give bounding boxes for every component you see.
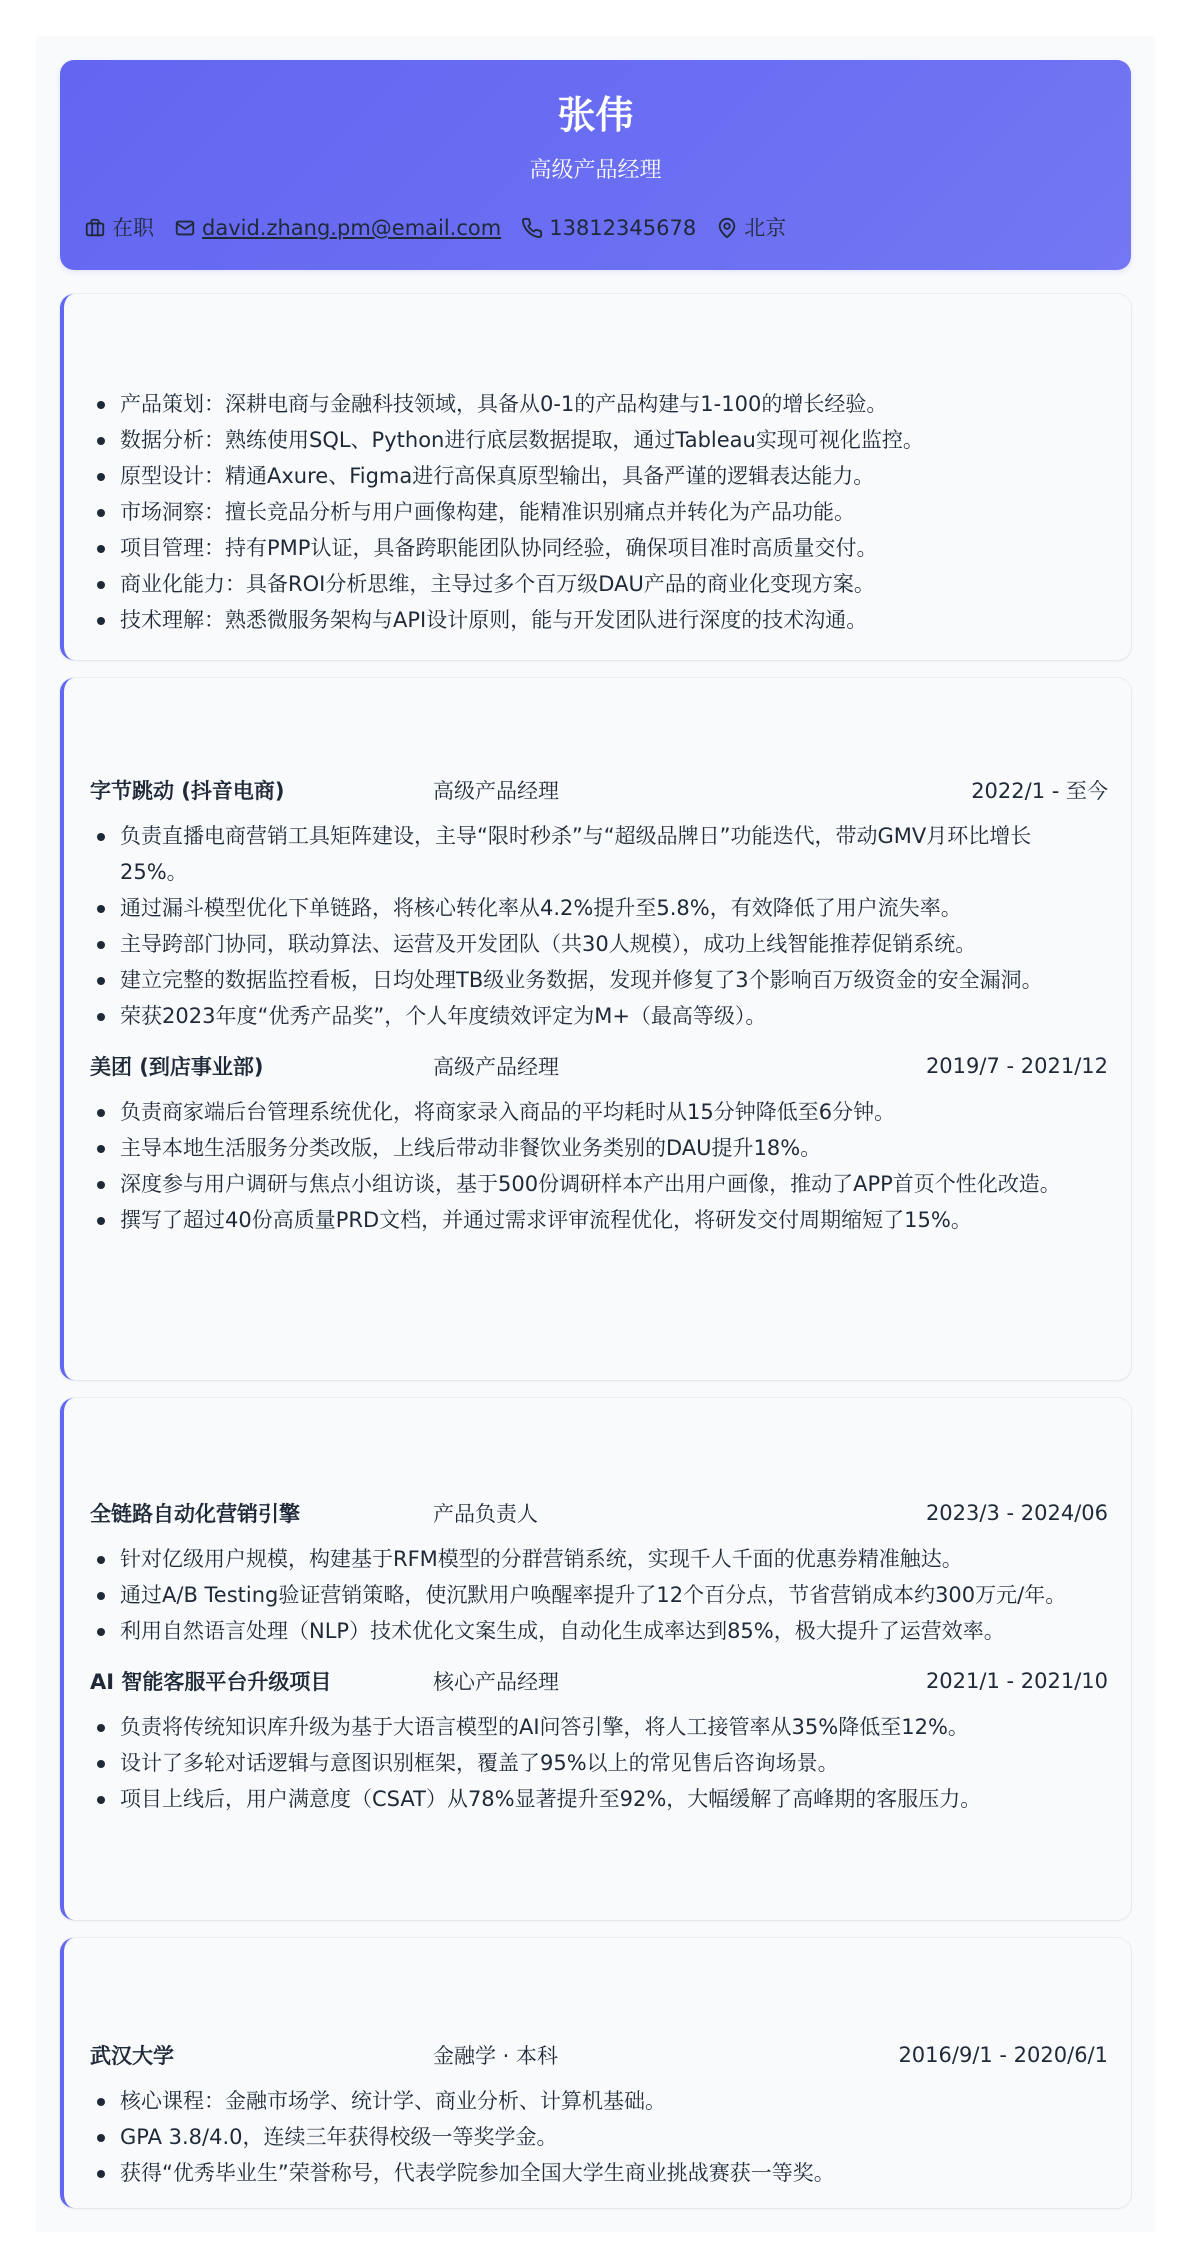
briefcase-icon bbox=[84, 217, 106, 239]
date-range: 2016/9/1 - 2020/6/1 bbox=[898, 2043, 1108, 2067]
list-item: 项目上线后，用户满意度（CSAT）从78%显著提升至92%，大幅缓解了高峰期的客服压力。 bbox=[90, 1781, 1080, 1817]
entry-header bbox=[90, 1495, 1108, 1531]
experience-entry bbox=[90, 1048, 1108, 1238]
job-role: 高级产品经理 bbox=[433, 1055, 559, 1079]
list-item: 荣获2023年度“优秀产品奖”，个人年度绩效评定为M+（最高等级）。 bbox=[90, 998, 1080, 1034]
contact-location bbox=[716, 214, 786, 242]
email-link[interactable]: david.zhang.pm@email.com bbox=[202, 216, 502, 240]
achievement-list bbox=[90, 2083, 1108, 2191]
achievement-list bbox=[90, 1094, 1108, 1238]
skills-list bbox=[90, 386, 1080, 638]
candidate-title: 高级产品经理 bbox=[529, 158, 662, 183]
map-pin-icon bbox=[716, 217, 738, 239]
degree: 金融学 · 本科 bbox=[433, 2044, 559, 2068]
entry-header bbox=[90, 2037, 1108, 2073]
list-item: 设计了多轮对话逻辑与意图识别框架，覆盖了95%以上的常见售后咨询场景。 bbox=[90, 1745, 1080, 1781]
list-item: 原型设计：精通Axure、Figma进行高保真原型输出，具备严谨的逻辑表达能力。 bbox=[90, 458, 1080, 494]
location-text: 北京 bbox=[744, 216, 787, 240]
list-item: 负责直播电商营销工具矩阵建设，主导“限时秒杀”与“超级品牌日”功能迭代，带动GMV月环比增长25%。 bbox=[90, 818, 1080, 890]
contact-status bbox=[84, 214, 154, 242]
list-item: 通过A/B Testing验证营销策略，使沉默用户唤醒率提升了12个百分点，节省营销成本约300万元/年。 bbox=[90, 1577, 1080, 1613]
projects-list bbox=[90, 1495, 1108, 1831]
list-item: 主导本地生活服务分类改版，上线后带动非餐饮业务类别的DAU提升18%。 bbox=[90, 1130, 1080, 1166]
list-item: 负责商家端后台管理系统优化，将商家录入商品的平均耗时从15分钟降低至6分钟。 bbox=[90, 1094, 1080, 1130]
job-role: 高级产品经理 bbox=[433, 779, 559, 803]
project-role: 产品负责人 bbox=[433, 1502, 538, 1526]
experience-entry bbox=[90, 772, 1108, 1034]
company-name: 字节跳动 (抖音电商) bbox=[90, 779, 285, 803]
list-item: 项目管理：持有PMP认证，具备跨职能团队协同经验，确保项目准时高质量交付。 bbox=[90, 530, 1080, 566]
mail-icon bbox=[174, 217, 196, 239]
date-range: 2022/1 - 至今 bbox=[971, 779, 1108, 803]
entry-header bbox=[90, 1663, 1108, 1699]
project-name: 全链路自动化营销引擎 bbox=[90, 1502, 300, 1526]
project-entry bbox=[90, 1495, 1108, 1649]
achievement-list bbox=[90, 1709, 1108, 1817]
list-item: 针对亿级用户规模，构建基于RFM模型的分群营销系统，实现千人千面的优惠券精准触达。 bbox=[90, 1541, 1080, 1577]
list-item: 核心课程：金融市场学、统计学、商业分析、计算机基础。 bbox=[90, 2083, 1080, 2119]
skills-section bbox=[60, 294, 1131, 660]
phone-text: 13812345678 bbox=[549, 216, 697, 240]
status-text: 在职 bbox=[112, 216, 154, 240]
experience-list bbox=[90, 772, 1108, 1252]
project-role: 核心产品经理 bbox=[433, 1670, 559, 1694]
list-item: 产品策划：深耕电商与金融科技领域，具备从0-1的产品构建与1-100的增长经验。 bbox=[90, 386, 1080, 422]
entry-header bbox=[90, 772, 1108, 808]
candidate-name: 张伟 bbox=[557, 93, 634, 137]
list-item: 建立完整的数据监控看板，日均处理TB级业务数据，发现并修复了3个影响百万级资金的安全漏洞。 bbox=[90, 962, 1080, 998]
company-name: 美团 (到店事业部) bbox=[90, 1055, 264, 1079]
list-item: 市场洞察：擅长竞品分析与用户画像构建，能精准识别痛点并转化为产品功能。 bbox=[90, 494, 1080, 530]
list-item: 数据分析：熟练使用SQL、Python进行底层数据提取，通过Tableau实现可视化监控。 bbox=[90, 422, 1080, 458]
education-section bbox=[60, 1938, 1131, 2208]
list-item: 商业化能力：具备ROI分析思维，主导过多个百万级DAU产品的商业化变现方案。 bbox=[90, 566, 1080, 602]
list-item: 主导跨部门协同，联动算法、运营及开发团队（共30人规模），成功上线智能推荐促销系统。 bbox=[90, 926, 1080, 962]
contact-email bbox=[174, 214, 501, 242]
list-item: 深度参与用户调研与焦点小组访谈，基于500份调研样本产出用户画像，推动了APP首页个性化改造。 bbox=[90, 1166, 1080, 1202]
achievement-list bbox=[90, 818, 1108, 1034]
education-list bbox=[90, 2037, 1108, 2205]
experience-section bbox=[60, 678, 1131, 1380]
list-item: 通过漏斗模型优化下单链路，将核心转化率从4.2%提升至5.8%，有效降低了用户流失率。 bbox=[90, 890, 1080, 926]
project-entry bbox=[90, 1663, 1108, 1817]
list-item: GPA 3.8/4.0，连续三年获得校级一等奖学金。 bbox=[90, 2119, 1080, 2155]
list-item: 技术理解：熟悉微服务架构与API设计原则，能与开发团队进行深度的技术沟通。 bbox=[90, 602, 1080, 638]
projects-section bbox=[60, 1398, 1131, 1920]
entry-header bbox=[90, 1048, 1108, 1084]
resume-page bbox=[36, 36, 1155, 2232]
contact-phone bbox=[521, 214, 696, 242]
contact-info bbox=[84, 214, 806, 242]
school-name: 武汉大学 bbox=[90, 2044, 174, 2068]
date-range: 2023/3 - 2024/06 bbox=[925, 1501, 1108, 1525]
list-item: 获得“优秀毕业生”荣誉称号，代表学院参加全国大学生商业挑战赛获一等奖。 bbox=[90, 2155, 1080, 2191]
achievement-list bbox=[90, 1541, 1108, 1649]
education-entry bbox=[90, 2037, 1108, 2191]
resume-header bbox=[60, 60, 1131, 270]
list-item: 利用自然语言处理（NLP）技术优化文案生成，自动化生成率达到85%，极大提升了运营效率。 bbox=[90, 1613, 1080, 1649]
list-item: 撰写了超过40份高质量PRD文档，并通过需求评审流程优化，将研发交付周期缩短了15%。 bbox=[90, 1202, 1080, 1238]
list-item: 负责将传统知识库升级为基于大语言模型的AI问答引擎，将人工接管率从35%降低至12%。 bbox=[90, 1709, 1080, 1745]
date-range: 2019/7 - 2021/12 bbox=[925, 1054, 1108, 1078]
project-name: AI 智能客服平台升级项目 bbox=[90, 1670, 332, 1694]
phone-icon bbox=[521, 217, 543, 239]
date-range: 2021/1 - 2021/10 bbox=[925, 1669, 1108, 1693]
